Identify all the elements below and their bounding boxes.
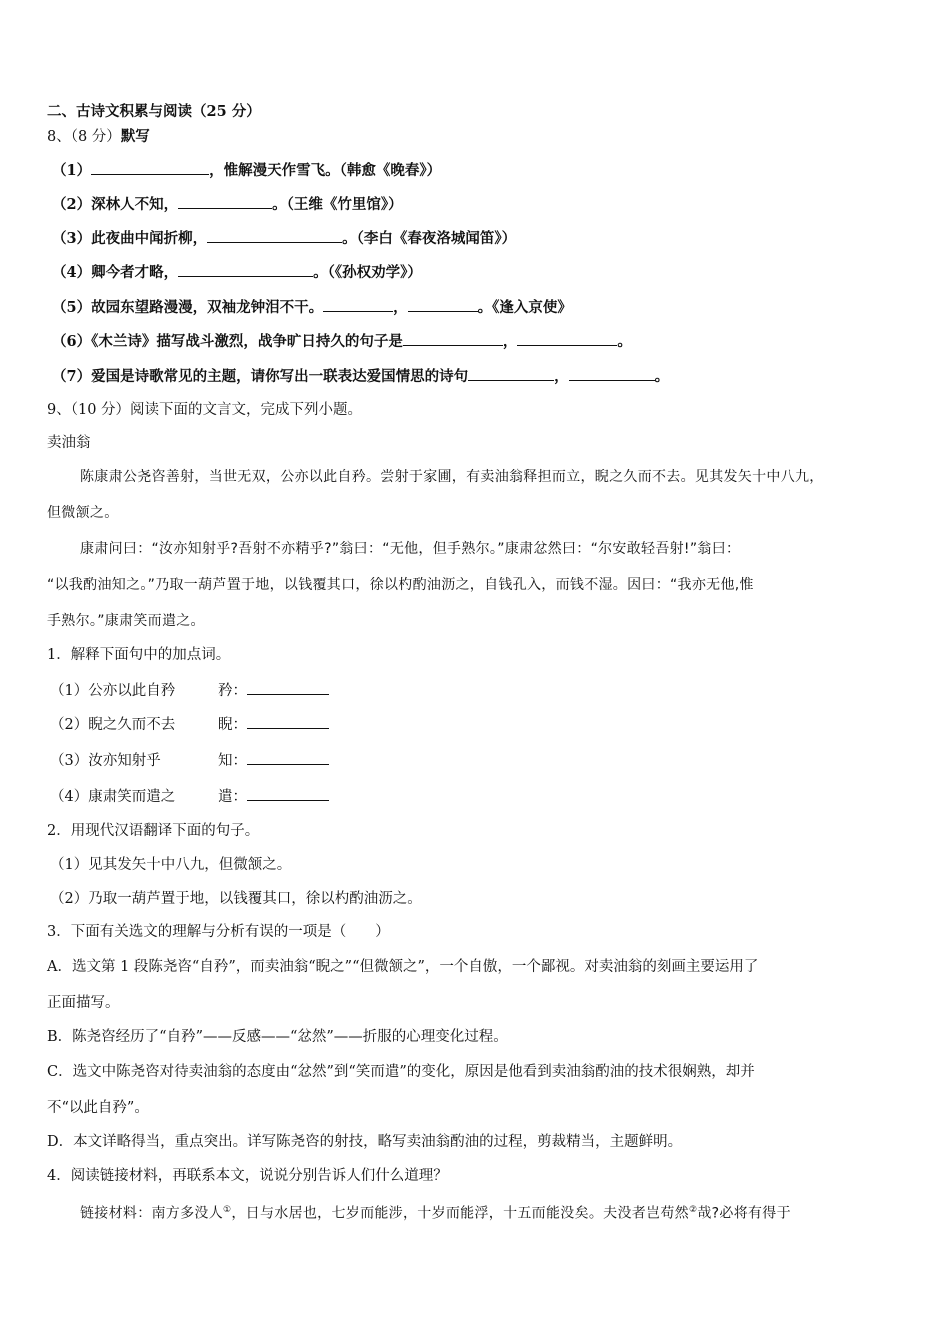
dictation-text: ， [393,299,408,316]
dictation-item-7 [52,366,669,387]
passage-line: 但微颔之。 [47,505,119,521]
dictation-text: 。（王维《竹里馆》） [272,196,403,213]
dictation-text: 深林人不知， [91,196,179,213]
passage-line: 手熟尔。”康肃笑而遣之。 [47,613,205,629]
dictation-text: 。（《孙权劝学》） [313,264,422,281]
answer-blank[interactable] [207,228,342,243]
vocab-word: 矜： [218,683,247,699]
dictation-text: ， [554,368,569,385]
vocab-word: 知： [218,753,247,769]
question-9-intro: 9、（10 分）阅读下面的文言文，完成下列小题。 [47,402,363,418]
dictation-item-3 [52,228,516,249]
link-text: 链接材料：南方多没人 [80,1205,223,1222]
question-8-prefix: 8、（8 分） [47,129,121,145]
vocab-sentence: （2）睨之久而不去 [50,717,176,733]
sub-question-1-stem: 1．解释下面句中的加点词。 [47,647,231,663]
answer-blank[interactable] [247,680,329,695]
dictation-item-6 [52,331,632,352]
vocab-word: 睨： [218,717,247,733]
sub-question-4-stem: 4．阅读链接材料，再联系本文，说说分别告诉人们什么道理？ [47,1168,448,1184]
dictation-number: （5） [52,299,92,316]
dictation-text: 此夜曲中闻折柳， [91,230,208,247]
dictation-item-2 [52,194,403,215]
dictation-text: 《木兰诗》描写战斗激烈，战争旷日持久的句子是 [91,333,403,350]
vocab-item [50,786,329,807]
section-title: 二、古诗文积累与阅读（25 分） [47,103,261,120]
sub-question-3-stem: 3．下面有关选文的理解与分析有误的一项是（ ） [47,924,390,940]
dictation-number: （6） [52,333,92,350]
dictation-text: 爱国是诗歌常见的主题，请你写出一联表达爱国情思的诗句 [91,368,469,385]
dictation-number: （7） [52,368,92,385]
passage-line: 陈康肃公尧咨善射，当世无双，公亦以此自矜。尝射于家圃，有卖油翁释担而立，睨之久而不去。见其发矢十中八九， [80,469,824,485]
answer-blank[interactable] [323,297,393,312]
vocab-item [50,750,329,771]
vocab-word: 遣： [218,789,247,805]
option-d[interactable]: D．本文详略得当，重点突出。详写陈尧咨的射技，略写卖油翁酌油的过程，剪裁精当，主题鲜明。 [47,1134,683,1150]
option-b[interactable]: B．陈尧咨经历了“自矜”——反感——“忿然”——折服的心理变化过程。 [47,1029,508,1045]
option-a[interactable]: A．选文第 1 段陈尧咨“自矜”，而卖油翁“睨之”“但微颔之”，一个自傲，一个鄙视。对卖油翁的刻画主要运用了 [47,959,759,975]
vocab-sentence: （3）汝亦知射乎 [50,753,161,769]
link-material [80,1200,791,1224]
dictation-number: （4） [52,264,92,281]
dictation-number: （2） [52,196,92,213]
link-text: ，日与水居也，七岁而能涉，十岁而能浮，十五而能没矣。夫没者岂苟然 [231,1205,689,1222]
answer-blank[interactable] [468,366,554,381]
vocab-sentence: （4）康肃笑而遣之 [50,789,176,805]
option-c[interactable]: C．选文中陈尧咨对待卖油翁的态度由“忿然”到“笑而遣”的变化，原因是他看到卖油翁酌油的技术很娴熟，却并 [47,1064,755,1080]
passage-title: 卖油翁 [47,435,91,451]
question-8-title: 默写 [120,128,150,145]
answer-blank[interactable] [247,750,329,765]
dictation-text: 。《逢入京使》 [477,299,572,316]
answer-blank[interactable] [247,714,329,729]
dictation-text: ， [502,333,518,350]
option-a-continued: 正面描写。 [47,995,120,1011]
dictation-number: （3） [52,230,92,247]
answer-blank[interactable] [403,331,503,346]
answer-blank[interactable] [91,160,209,175]
dictation-item-1 [52,160,441,181]
translate-item: （1）见其发矢十中八九，但微颔之。 [50,857,292,873]
link-text: 哉?必将有得于 [697,1205,791,1222]
vocab-sentence: （1）公亦以此自矜 [50,683,176,699]
answer-blank[interactable] [178,262,313,277]
vocab-item [50,680,329,701]
sub-question-2-stem: 2．用现代汉语翻译下面的句子。 [47,823,260,839]
dictation-item-4 [52,262,422,283]
question-8-header [47,127,150,147]
dictation-text: 故园东望路漫漫，双袖龙钟泪不干。 [91,299,324,316]
dictation-text: ，惟解漫天作雪飞。（韩愈《晚春》） [209,162,442,179]
passage-line: 康肃问曰：“汝亦知射乎?吾射不亦精乎?”翁曰：“无他，但手熟尔。”康肃忿然曰：“尔安敢轻吾射!”翁曰： [80,541,741,557]
option-c-continued: 不“以此自矜”。 [47,1100,149,1116]
dictation-text: 。 [654,368,670,385]
footnote-marker: ② [688,1205,698,1215]
translate-item: （2）乃取一葫芦置于地，以钱覆其口，徐以杓酌油沥之。 [50,891,422,907]
vocab-item [50,714,329,735]
dictation-text: 卿今者才略， [91,264,179,281]
dictation-text: 。 [617,333,632,350]
dictation-item-5 [52,297,572,318]
answer-blank[interactable] [247,786,329,801]
dictation-number: （1） [52,162,92,179]
answer-blank[interactable] [569,366,655,381]
answer-blank[interactable] [517,331,617,346]
answer-blank[interactable] [178,194,272,209]
footnote-marker: ① [223,1205,232,1215]
answer-blank[interactable] [408,297,478,312]
passage-line: “以我酌油知之。”乃取一葫芦置于地，以钱覆其口，徐以杓酌油沥之，自钱孔入，而钱不湿。因曰：“我亦无他,惟 [47,577,754,593]
dictation-text: 。（李白《春夜洛城闻笛》） [342,230,517,247]
